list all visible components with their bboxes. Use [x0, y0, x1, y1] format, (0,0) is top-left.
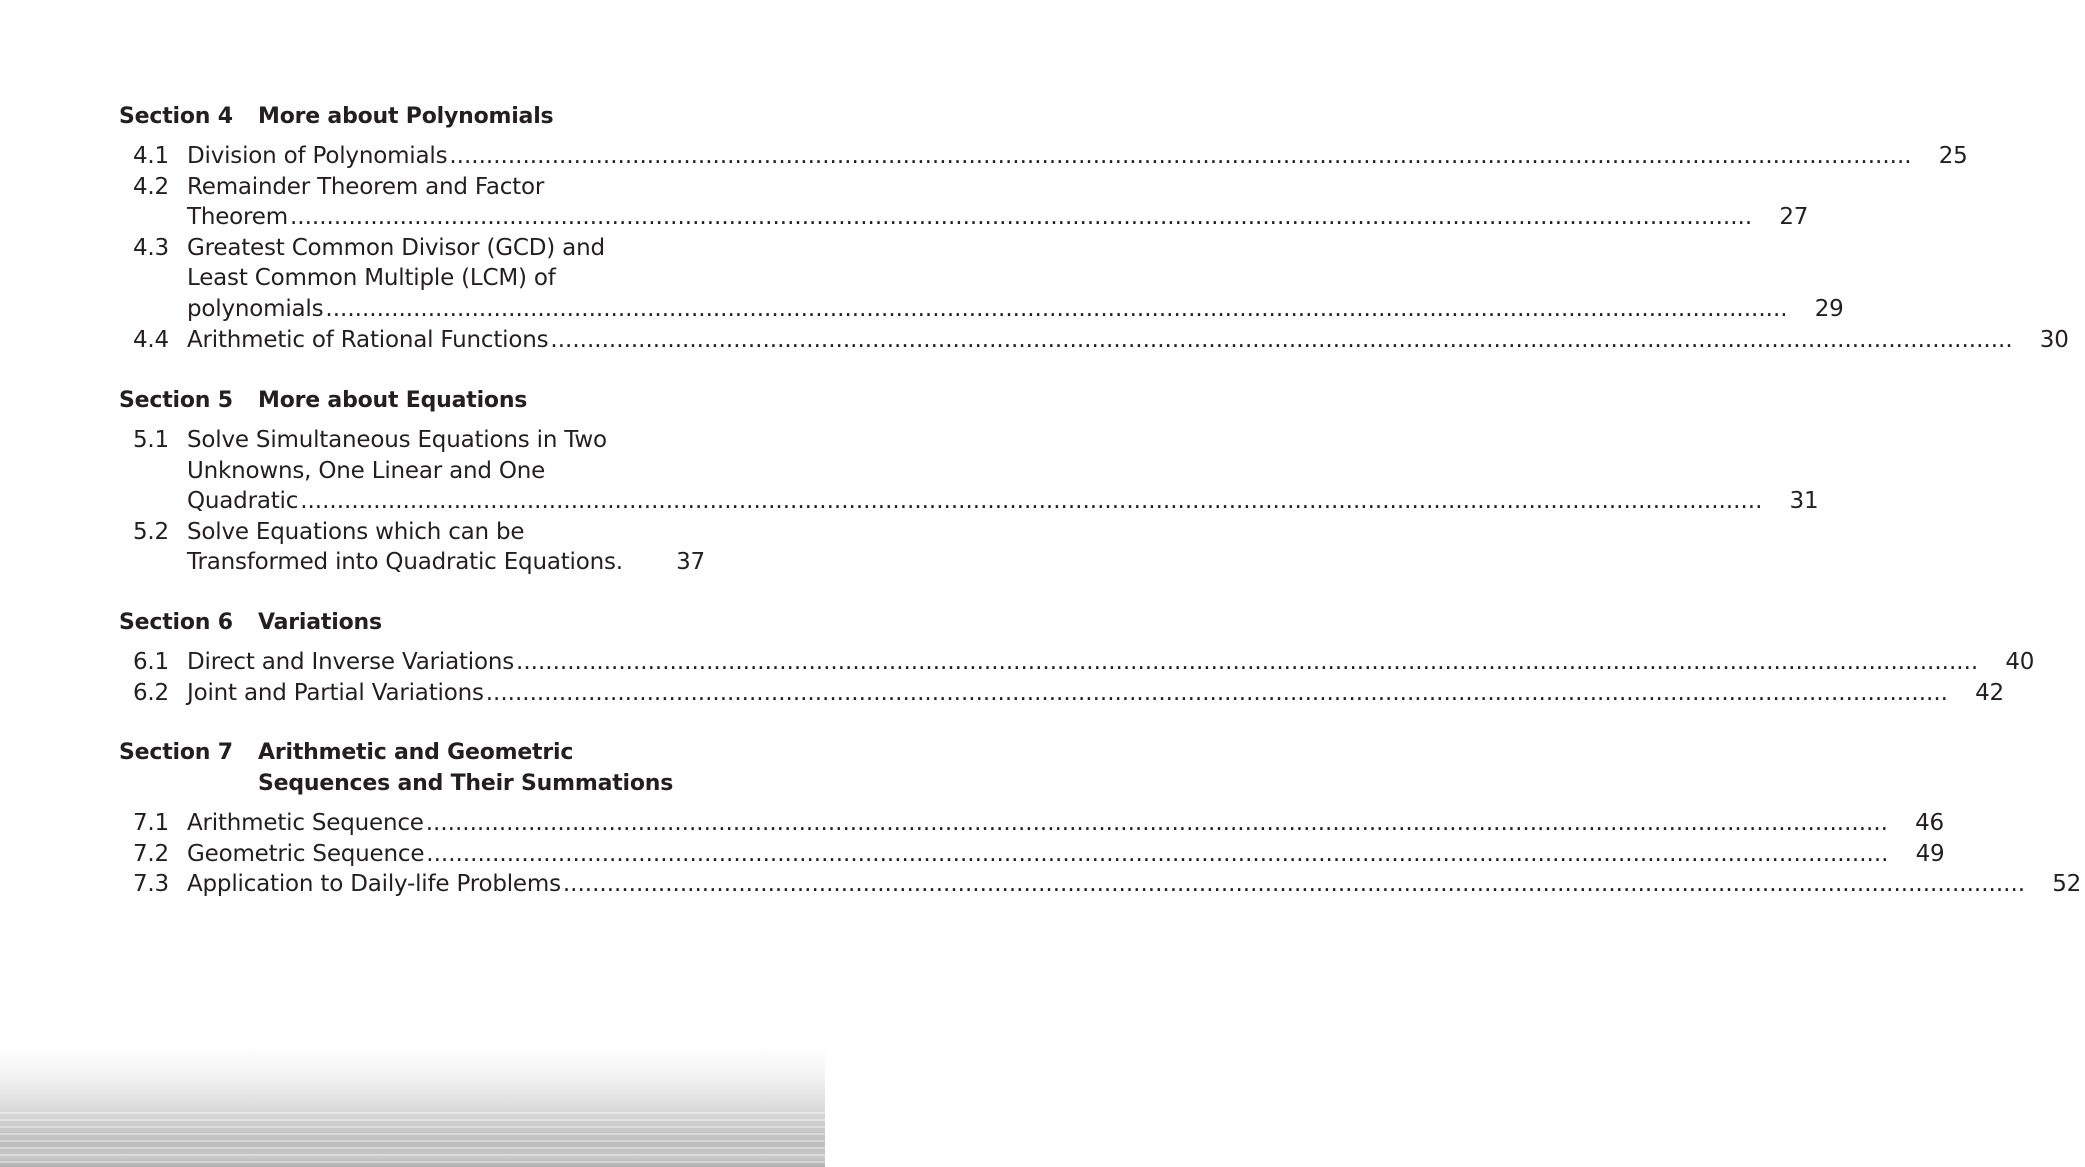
entry-title-text: Arithmetic Sequence: [187, 810, 424, 836]
dot-leader: ........................................................................................................................................................................................................: [426, 840, 1889, 867]
entry-title: [187, 678, 2008, 709]
entry-title-line: [187, 294, 1848, 325]
entry-number: 5.2: [133, 518, 169, 545]
entry-page-number: 25: [1938, 143, 1968, 169]
dot-leader: ........................................................................................................................................................................................................: [562, 871, 2026, 898]
entry-title-line: [187, 839, 1949, 870]
section-title: [258, 385, 709, 416]
section-title-line: Variations: [258, 610, 382, 635]
dot-leader: ........................................................................................................................................................................................................: [550, 326, 2013, 353]
entry-title-text: Theorem: [187, 204, 288, 231]
entry-page-number: 29: [1814, 295, 1844, 322]
toc-entry[interactable]: [119, 325, 2069, 356]
toc-section: [119, 607, 2035, 708]
entry-number: 4.4: [133, 326, 169, 353]
dot-leader: ........................................................................................................................................................................................................: [325, 295, 1788, 322]
entry-title-text: Arithmetic of Rational Functions: [187, 326, 549, 353]
toc-section: [119, 737, 2082, 900]
entry-title-text: Geometric Sequence: [187, 840, 425, 867]
section-entries: [119, 808, 2082, 900]
entry-title-line: [187, 425, 1822, 456]
entry-title-line: [187, 869, 2085, 900]
entry-page-number: 30: [2039, 326, 2069, 353]
entry-title: [187, 647, 2038, 678]
entry-number: 6.2: [133, 679, 169, 706]
entry-title: [187, 869, 2085, 900]
section-title: [258, 737, 709, 799]
entry-title: [187, 425, 1822, 517]
section-label: Section 5: [119, 388, 233, 413]
toc-entry[interactable]: [119, 425, 1819, 517]
entry-title-line: [187, 263, 1848, 294]
entry-title-line: [187, 547, 709, 578]
toc-section: [119, 385, 1819, 578]
toc-entry[interactable]: [119, 172, 1809, 233]
entry-page-number: 37: [676, 549, 705, 576]
dot-leader: ........................................................................................................................................................................................................: [300, 488, 1763, 515]
section-title: [258, 101, 709, 132]
entry-title: [187, 325, 2073, 356]
footer-gradient-band: [0, 1047, 825, 1167]
entry-title-text: Joint and Partial Variations: [187, 679, 484, 706]
entry-title: [187, 839, 1949, 870]
entry-title-line: [187, 678, 2008, 709]
entry-title-text: Remainder Theorem and Factor: [187, 173, 545, 200]
section-title-line: More about Equations: [258, 388, 528, 413]
entry-number: 7.1: [133, 810, 169, 836]
entry-page-number: 27: [1779, 204, 1809, 231]
entry-number: 7.3: [133, 871, 169, 898]
toc-entry[interactable]: [119, 869, 2082, 900]
entry-page-number: 49: [1915, 840, 1945, 867]
entry-page-number: 46: [1915, 810, 1944, 836]
leader-spacer: [625, 547, 649, 578]
entry-title-line: [187, 172, 1812, 203]
entry-title-line: [187, 325, 2073, 356]
toc-entry[interactable]: [119, 517, 709, 578]
entry-page-number: 52: [2052, 871, 2082, 898]
entry-title-line: [187, 141, 1972, 172]
section-entries: [119, 647, 2035, 708]
section-heading: [119, 607, 709, 638]
footer-stripes: [0, 1107, 825, 1167]
section-title-line: Sequences and Their Summations: [258, 771, 674, 796]
entry-title-text: Direct and Inverse Variations: [187, 649, 515, 675]
section-heading: [119, 385, 709, 416]
entry-number: 4.1: [133, 143, 169, 169]
entry-title-text: Division of Polynomials: [187, 143, 448, 169]
entry-title-line: [187, 808, 1948, 839]
section-title: [258, 607, 709, 638]
section-label: Section 6: [119, 610, 233, 635]
entry-page-number: 31: [1789, 488, 1819, 515]
entry-title-line: [187, 517, 709, 548]
entry-title-line: [187, 202, 1812, 233]
entry-page-number: 40: [2005, 649, 2035, 675]
toc-entry[interactable]: [119, 808, 1944, 839]
entry-title-text: Transformed into Quadratic Equations.: [187, 549, 623, 576]
section-label: Section 7: [119, 740, 233, 765]
entry-title: [187, 808, 1948, 839]
entry-title: [187, 141, 1972, 172]
section-heading: [119, 737, 709, 799]
dot-leader: ........................................................................................................................................................................................................: [485, 679, 1948, 706]
entry-number: 4.2: [133, 173, 169, 200]
entry-title-line: [187, 486, 1822, 517]
entry-title-line: [187, 647, 2038, 678]
toc-entry[interactable]: [119, 678, 2004, 709]
entry-page-number: 42: [1975, 679, 2004, 706]
entry-title-line: [187, 233, 1848, 264]
entry-number: 6.1: [133, 649, 169, 675]
entry-title: [187, 233, 1848, 325]
section-label: Section 4: [119, 104, 233, 129]
section-title-line: Arithmetic and Geometric: [258, 740, 574, 765]
entry-title-text: Quadratic: [187, 488, 299, 515]
toc-entry[interactable]: [119, 233, 1844, 325]
toc-section: [119, 101, 2069, 355]
dot-leader: ........................................................................................................................................................................................................: [449, 143, 1912, 169]
toc-entry[interactable]: [119, 839, 1945, 870]
entry-title-line: [187, 456, 1822, 487]
entry-number: 5.1: [133, 427, 169, 453]
dot-leader: ........................................................................................................................................................................................................: [289, 204, 1753, 231]
entry-number: 7.2: [133, 840, 169, 867]
dot-leader: ........................................................................................................................................................................................................: [425, 810, 1888, 836]
entry-title-text: Solve Equations which can be: [187, 518, 525, 545]
section-heading: [119, 101, 709, 132]
toc-entry[interactable]: [119, 141, 1968, 172]
entry-title-text: Application to Daily-life Problems: [187, 871, 561, 898]
entry-title-text: Least Common Multiple (LCM) of: [187, 265, 556, 292]
toc-entry[interactable]: [119, 647, 2035, 678]
entry-title-text: Solve Simultaneous Equations in Two: [187, 427, 607, 453]
section-title-line: More about Polynomials: [258, 104, 554, 129]
entry-title-text: Greatest Common Divisor (GCD) and: [187, 234, 605, 261]
entry-title: [187, 172, 1812, 233]
dot-leader: ........................................................................................................................................................................................................: [516, 649, 1979, 675]
entry-title-text: polynomials: [187, 295, 324, 322]
section-entries: [119, 141, 2069, 355]
entry-title-text: Unknowns, One Linear and One: [187, 457, 546, 484]
entry-number: 4.3: [133, 234, 169, 261]
section-entries: [119, 425, 1819, 578]
entry-title: [187, 517, 709, 578]
